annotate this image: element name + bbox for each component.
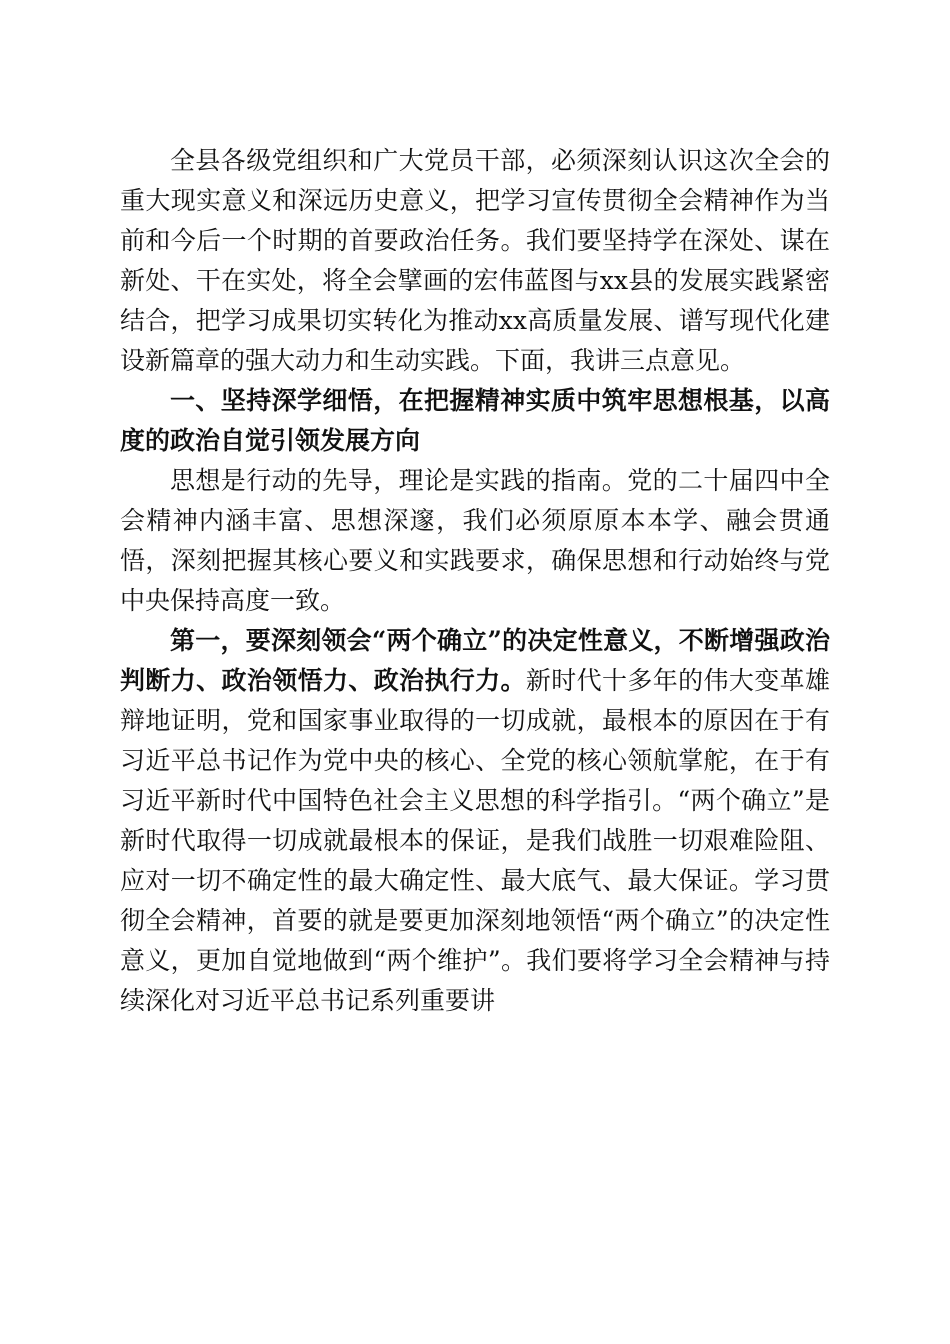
intro-paragraph: 全县各级党组织和广大党员干部，必须深刻认识这次全会的重大现实意义和深远历史意义，把学习宣传贯彻全会精神作为当前和今后一个时期的首要政治任务。我们要坚持学在深处、谋在新处、干在实处，将全会擘画的宏伟蓝图与xx县的发展实践紧密结合，把学习成果切实转化为推动xx高质量发展、谱写现代化建设新篇章的强大动力和生动实践。下面，我讲三点意见。 — [120, 146, 830, 375]
point-1-lead: 第一，要深刻领会“两个确立”的决定性意义，不断增强政治判断力、政治领悟力、政治执行力。 — [120, 626, 830, 695]
point-1-body: 新时代十多年的伟大变革雄辩地证明，党和国家事业取得的一切成就，最根本的原因在于有习近平总书记作为党中央的核心、全党的核心领航掌舵，在于有习近平新时代中国特色社会主义思想的科学指引。“两个确立”是新时代取得一切成就最根本的保证，是我们战胜一切艰难险阻、应对一切不确定性的最大确定性、最大底气、最大保证。学习贯彻全会精神，首要的就是要更加深刻地领悟“两个确立”的决定性意义，更加自觉地做到“两个维护”。我们要将学习全会精神与持续深化对习近平总书记系列重要讲 — [120, 666, 830, 1015]
section-1-intro-paragraph: 思想是行动的先导，理论是实践的指南。党的二十届四中全会精神内涵丰富、思想深邃，我们必须原原本本学、融会贯通悟，深刻把握其核心要义和实践要求，确保思想和行动始终与党中央保持高度一致。 — [120, 466, 830, 615]
point-1-paragraph — [120, 621, 830, 1021]
section-heading-1: 一、坚持深学细悟，在把握精神实质中筑牢思想根基，以高度的政治自觉引领发展方向 — [120, 386, 830, 455]
document-body — [120, 141, 830, 1021]
